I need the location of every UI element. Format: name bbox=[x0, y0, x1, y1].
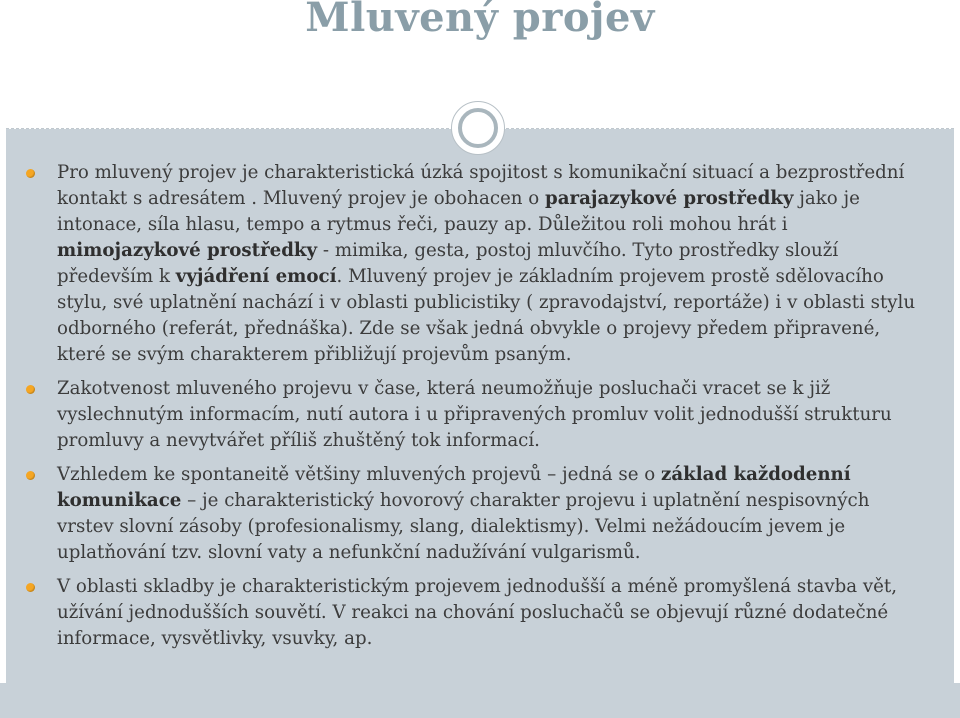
run: jako je intonace, síla hlasu, tempo a rytmus řeči, pauzy ap. Důležitou roli mohou hrát i bbox=[57, 188, 860, 235]
bullet-dot-icon bbox=[26, 385, 35, 394]
run: Pro mluvený projev je charakteristická úzká spojitost s komunikační situací a bezprostřední kontakt s adresátem . Mluvený projev je obohacen o bbox=[57, 162, 905, 209]
bullet-item bbox=[26, 376, 926, 454]
run-bold: vyjádření emocí bbox=[175, 266, 337, 287]
bullet-item bbox=[26, 462, 926, 566]
run: . Mluvený projev je základním projevem prostě sdělovacího stylu, své uplatnění nachází i v oblasti publicistiky ( zpravodajství, reportáže) i v oblasti stylu odborného (referát, přednáška). Zde se však jedná obvykle o projevy předem připravené, které se svým charakterem přibližují projevům psaným. bbox=[57, 266, 916, 365]
bullet-item bbox=[26, 574, 926, 652]
run-bold: základ každodenní komunikace bbox=[57, 464, 851, 511]
bullet-dot-icon bbox=[26, 471, 35, 480]
run-bold: mimojazykové prostředky bbox=[57, 240, 318, 261]
ring-ornament-icon bbox=[451, 101, 505, 155]
ring-inner bbox=[458, 108, 498, 148]
run: - mimika, gesta, postoj mluvčího. Tyto prostředky slouží především k bbox=[57, 240, 839, 287]
footer-band bbox=[0, 683, 960, 718]
run: Zakotvenost mluveného projevu v čase, která neumožňuje posluchači vracet se k již vyslechnutým informacím, nutí autora i u připravených promluv volit jednodušší strukturu promluvy a nevytvářet příliš zhuštěný tok informací. bbox=[57, 378, 892, 451]
bullet-dot-icon bbox=[26, 169, 35, 178]
run: V oblasti skladby je charakteristickým projevem jednodušší a méně promyšlená stavba vět, užívání jednodušších souvětí. V reakci na chování posluchačů se objevují různé dodatečné informace, vysvětlivky, vsuvky, ap. bbox=[57, 576, 897, 649]
run-bold: parajazykové prostředky bbox=[545, 188, 794, 209]
bullet-list bbox=[26, 160, 926, 660]
run: – je charakteristický hovorový charakter projevu i uplatnění nespisovných vrstev slovní zásoby (profesionalismy, slang, dialektismy). Velmi nežádoucím jevem je uplatňování tzv. slovní vaty a nefunkční nadužívání vulgarismů. bbox=[57, 490, 870, 563]
slide-title: Mluvený projev bbox=[305, 0, 655, 41]
run: Vzhledem ke spontaneitě většiny mluvených projevů – jedná se o bbox=[57, 464, 662, 485]
bullet-item bbox=[26, 160, 926, 368]
bullet-dot-icon bbox=[26, 583, 35, 592]
